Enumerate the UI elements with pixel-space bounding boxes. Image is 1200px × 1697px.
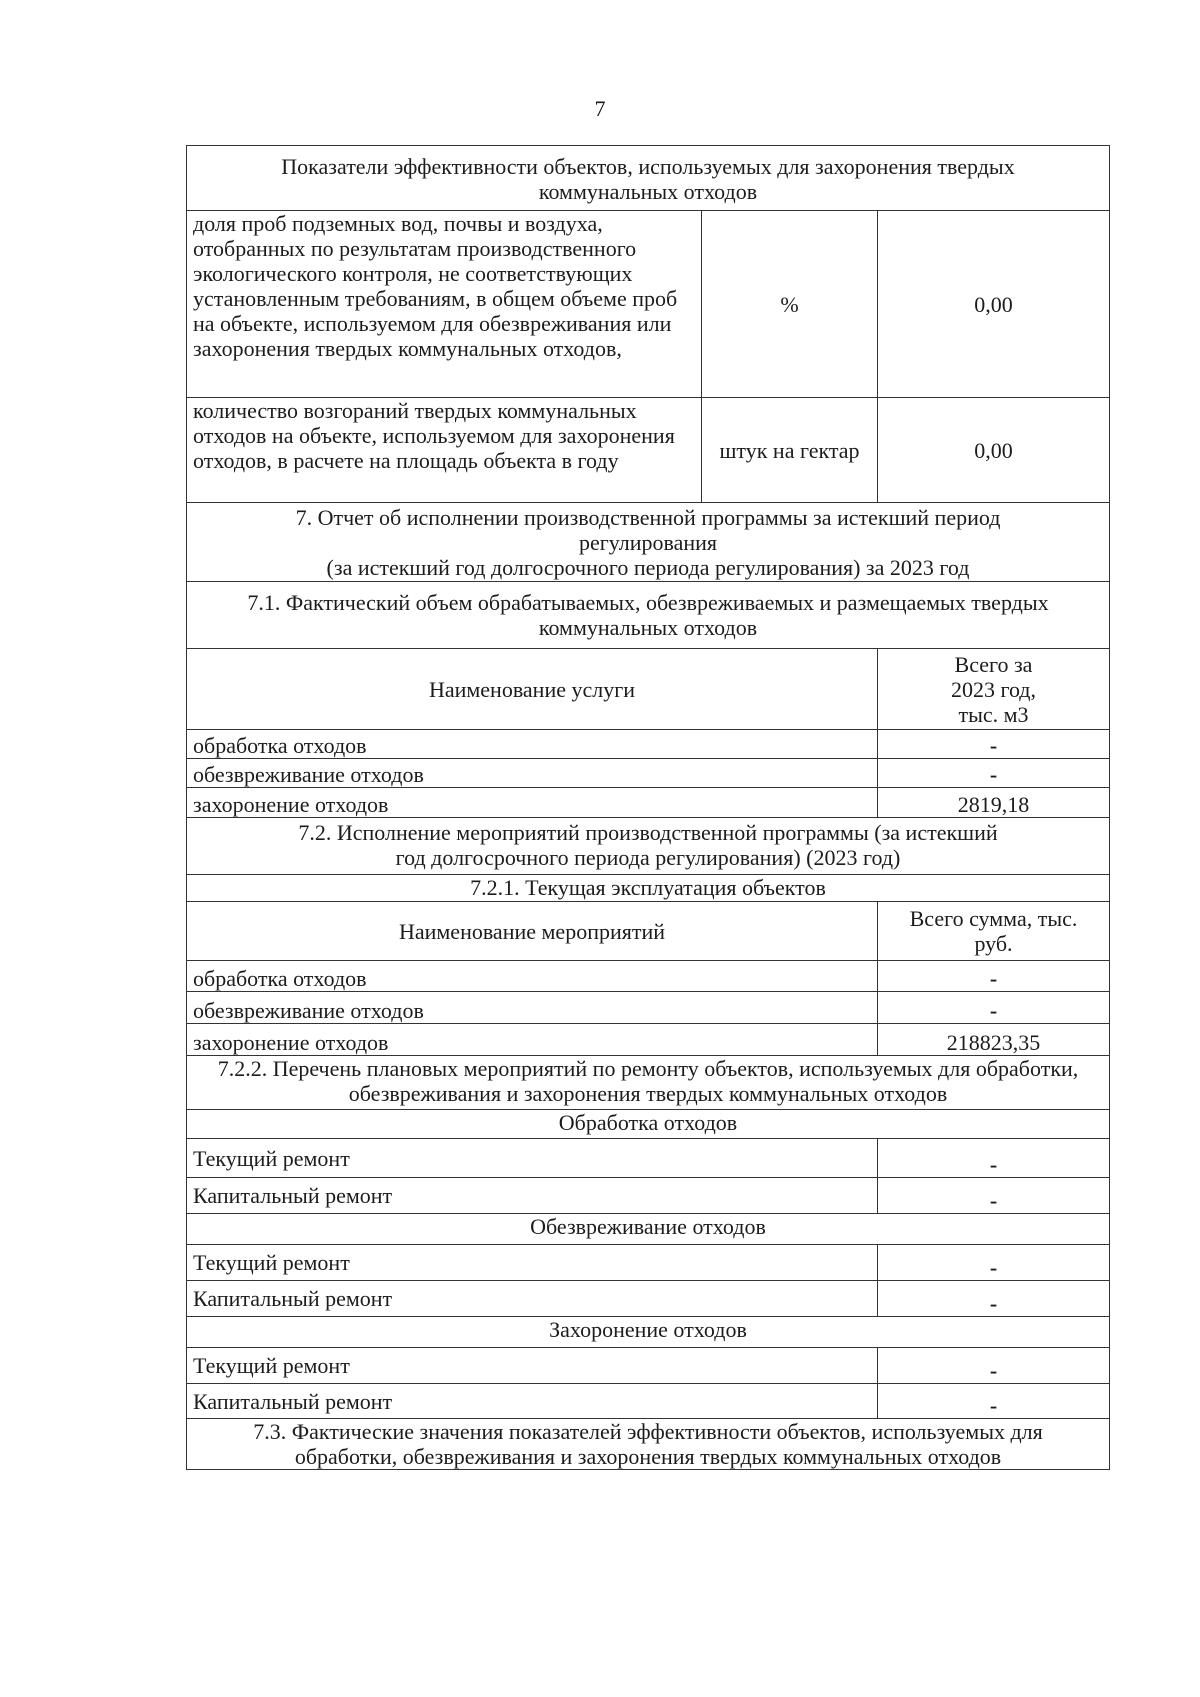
repairs-row — [187, 1281, 1109, 1317]
repairs-group-title: Обработка отходов — [558, 1110, 738, 1135]
measures-col-name: Наименование мероприятий — [398, 918, 666, 944]
volume-header: 7.1. Фактический объем обрабатываемых, обезвреживаемых и размещаемых твердых коммунальных отходов — [247, 590, 1049, 640]
report-table — [186, 145, 1110, 1470]
indicator-row — [187, 211, 1109, 398]
volume-col-name: Наименование услуги — [428, 676, 636, 702]
volume-row-name: обработка отходов — [193, 733, 367, 758]
measures-row-value: - — [877, 992, 1109, 1023]
report-title-row — [187, 503, 1109, 582]
volume-row-value: - — [877, 730, 1109, 758]
repairs-row-name: Капитальный ремонт — [193, 1183, 393, 1208]
repairs-row-name: Текущий ремонт — [193, 1353, 350, 1378]
volume-row — [187, 759, 1109, 788]
indicators-header-row — [187, 146, 1109, 211]
repairs-group-title-row — [187, 1110, 1109, 1139]
volume-row — [187, 788, 1109, 818]
measures-row — [187, 961, 1109, 992]
measures-row-value: 218823,35 — [877, 1024, 1109, 1055]
repairs-row-value: - — [877, 1281, 1109, 1316]
measures-row — [187, 1024, 1109, 1056]
repairs-group-title: Захоронение отходов — [549, 1317, 747, 1342]
volume-row-value: 2819,18 — [877, 788, 1109, 817]
repairs-row — [187, 1384, 1109, 1419]
measures-row-name: обработка отходов — [193, 966, 367, 991]
indicator-unit: % — [701, 211, 877, 397]
repairs-row-name: Капитальный ремонт — [193, 1286, 393, 1311]
measures-header: 7.2. Исполнение мероприятий производственной программы (за истекший год долгосрочного периода регулирования) (2023 год) — [298, 820, 998, 870]
volume-row-name: захоронение отходов — [193, 792, 389, 817]
indicator-name: количество возгораний твердых коммунальных отходов на объекте, используемом для захоронения отходов, в расчете на площадь объекта в году — [193, 398, 675, 473]
indicators-header: Показатели эффективности объектов, используемых для захоронения твердых коммунальных отходов — [281, 154, 1015, 204]
efficiency-actual-header-row — [187, 1419, 1109, 1469]
report-title — [187, 503, 1109, 581]
indicator-value: 0,00 — [877, 211, 1109, 397]
measures-subheader-row — [187, 875, 1109, 902]
repairs-group-title-row — [187, 1317, 1109, 1348]
report-title-line2: (за истекший год долгосрочного периода регулирования) за 2023 год — [326, 555, 970, 580]
repairs-header: 7.2.2. Перечень плановых мероприятий по ремонту объектов, используемых для обработки, обезвреживания и захоронения твердых коммунальных отходов — [217, 1056, 1079, 1106]
measures-columns-row — [187, 902, 1109, 961]
indicator-row — [187, 398, 1109, 503]
repairs-row-name: Текущий ремонт — [193, 1250, 350, 1275]
measures-row-value: - — [877, 961, 1109, 991]
measures-row-name: захоронение отходов — [193, 1030, 389, 1055]
volume-row — [187, 730, 1109, 759]
repairs-row-name: Капитальный ремонт — [193, 1388, 393, 1414]
repairs-row — [187, 1245, 1109, 1281]
measures-row — [187, 992, 1109, 1024]
repairs-row — [187, 1178, 1109, 1214]
repairs-row — [187, 1139, 1109, 1178]
volume-columns-row — [187, 649, 1109, 730]
volume-header-row — [187, 582, 1109, 649]
volume-col-total: Всего за 2023 год, тыс. м3 — [877, 649, 1109, 729]
repairs-group-title: Обезвреживание отходов — [530, 1214, 766, 1239]
measures-row-name: обезвреживание отходов — [193, 998, 424, 1023]
volume-row-value: - — [877, 759, 1109, 787]
repairs-row-value: - — [877, 1178, 1109, 1213]
measures-header-row — [187, 818, 1109, 875]
repairs-row-name: Текущий ремонт — [193, 1145, 350, 1171]
repairs-row-value: - — [877, 1384, 1109, 1418]
indicator-name: доля проб подземных вод, почвы и воздуха, отобранных по результатам производственного экологического контроля, не соответствующих установленным требованиям, в общем объеме проб на объекте, используемом для обезвреживания или захоронения твердых коммунальных отходов, — [193, 211, 678, 361]
repairs-row-value: - — [877, 1348, 1109, 1383]
repairs-row-value: - — [877, 1245, 1109, 1280]
efficiency-actual-header: 7.3. Фактические значения показателей эффективности объектов, используемых для обработки, обезвреживания и захоронения твердых коммунальных отходов — [253, 1419, 1043, 1469]
repairs-row — [187, 1348, 1109, 1384]
indicator-unit: штук на гектар — [701, 398, 877, 502]
volume-row-name: обезвреживание отходов — [193, 762, 424, 787]
repairs-header-row — [187, 1056, 1109, 1110]
page-number: 7 — [594, 96, 606, 121]
report-title-line1: 7. Отчет об исполнении производственной программы за истекший период регулирования — [295, 505, 1001, 555]
repairs-row-value: - — [877, 1139, 1109, 1177]
measures-col-total: Всего сумма, тыс. руб. — [877, 902, 1109, 960]
measures-subheader: 7.2.1. Текущая эксплуатация объектов — [470, 875, 826, 900]
indicator-value: 0,00 — [877, 398, 1109, 502]
repairs-group-title-row — [187, 1214, 1109, 1245]
